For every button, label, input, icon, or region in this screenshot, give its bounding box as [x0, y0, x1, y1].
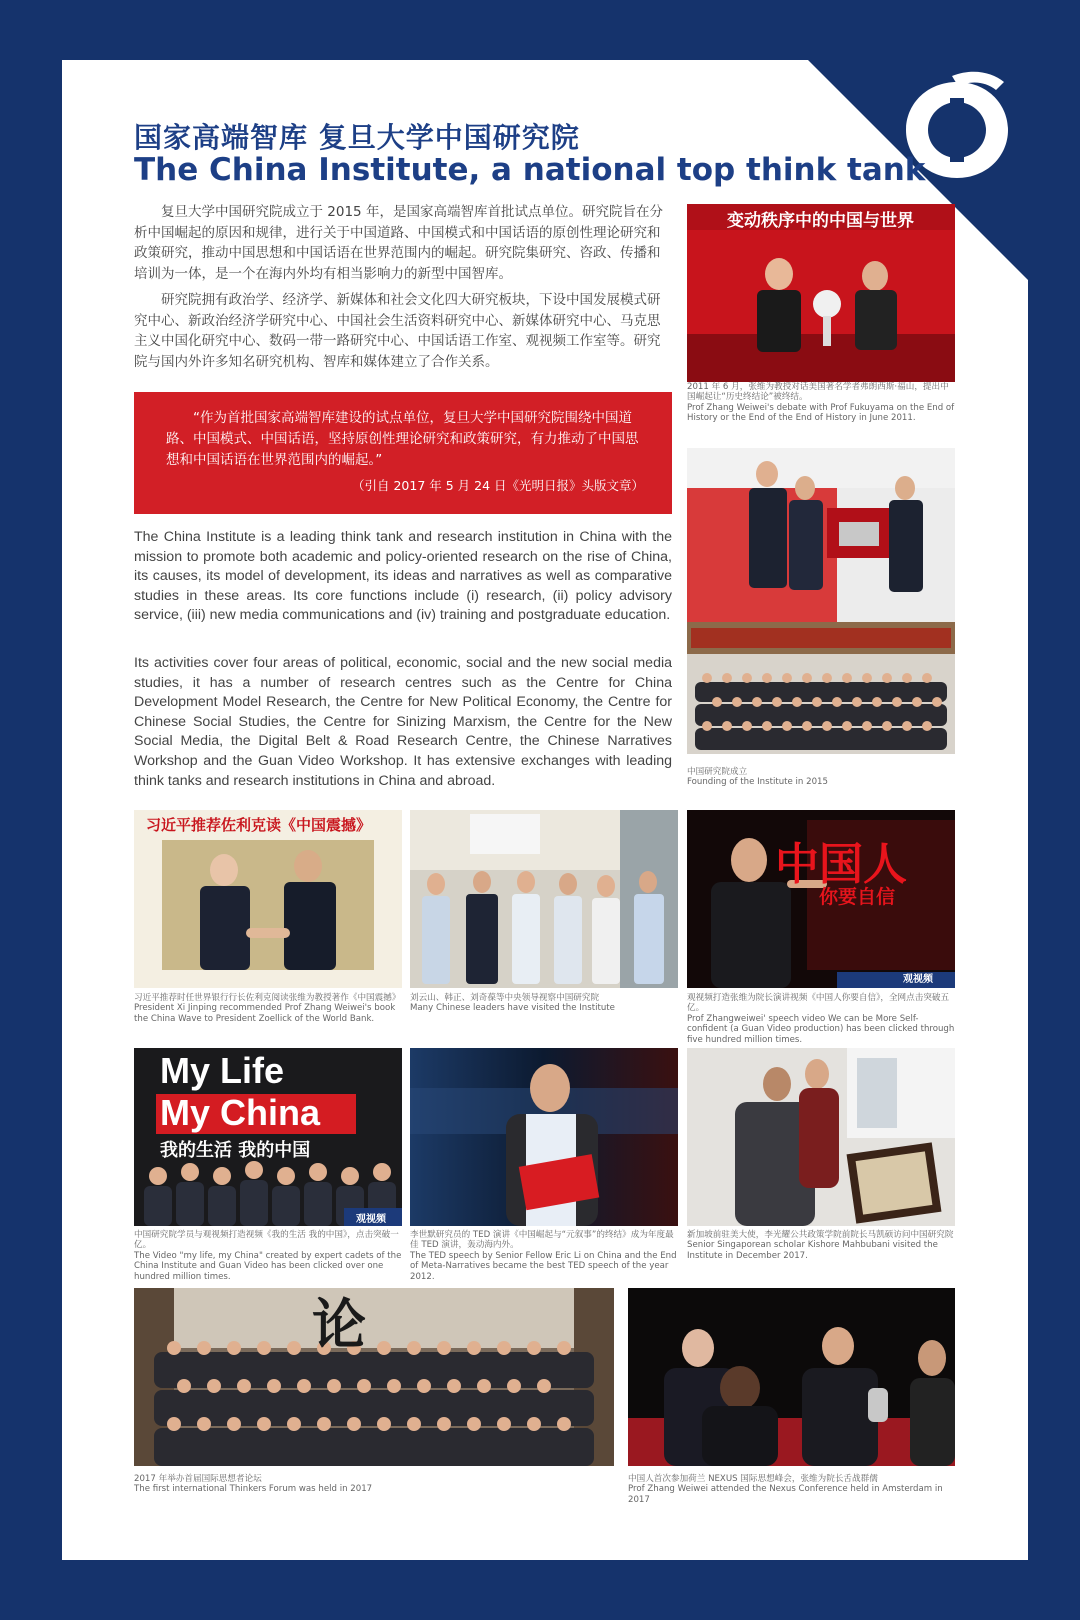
photo-self-confident-video	[687, 810, 955, 988]
forum-calligraphy-text: 论	[312, 1292, 366, 1356]
caption-founding: 中国研究院成立 Founding of the Institute in 2015	[687, 767, 828, 788]
caption-fukuyama-debate: 2011 年 6 月，张维为教授对话美国著名学者弗朗西斯·福山，提出中国崛起让“历史终结论”被终结。 Prof Zhang Weiwei's debate with Prof Fukuyama on the End of History or the End of the End of History in June 2011.	[687, 382, 955, 424]
guan-logo-text-1: 观视频	[903, 974, 933, 985]
debate-banner-text: 变动秩序中的中国与世界	[727, 211, 914, 231]
page-title-en: The China Institute, a national top think tank	[134, 152, 926, 188]
photo-leaders-visit	[410, 810, 678, 988]
caption-xi-zoellick: 习近平推荐时任世界银行行长佐利克阅读张维为教授著作《中国震撼》 President Xi Jinping recommended Prof Zhang Weiwei's book the China Wave to President Zoellick of the World Bank.	[134, 993, 401, 1024]
my-life-text: My Life	[160, 1050, 285, 1091]
caption-my-life-my-china: 中国研究院学员与观视频打造视频《我的生活 我的中国》，点击突破一亿。 The Video "my life, my China" created by expert cadets of the China Institute and Guan Video has been clicked over one hundred million times.	[134, 1230, 402, 1282]
photo-ted-speech	[410, 1048, 678, 1226]
photo-founding-group	[687, 622, 955, 754]
ziyao-text: 你要自信	[819, 886, 896, 908]
quote-box	[134, 392, 672, 514]
photo-mahbubani-visit	[687, 1048, 955, 1226]
caption-thinkers-forum: 2017 年举办首届国际思想者论坛 The first international Thinkers Forum was held in 2017	[134, 1474, 373, 1495]
xi-headline-text: 习近平推荐佐利克读《中国震撼》	[146, 816, 372, 834]
my-china-text: My China	[160, 1092, 321, 1133]
my-life-zh-text: 我的生活 我的中国	[160, 1140, 311, 1161]
intro-en-paragraph-2: Its activities cover four areas of political, economic, social and the new social media studies, it has a number of research centres such as the Centre for China Development Model Research, the Centre for New Political Economy, the Centre for Chinese Social Studies, the Centre for Sinizing Marxism, the Centre for the New Social Media, the Digital Belt & Road Research Centre, the Chinese Narratives Workshop and the Guan Video Workshop. It has extensive exchanges with leading think tanks and research institutions in China and abroad.	[134, 655, 672, 789]
zhongguoren-text: 中国人	[775, 839, 907, 890]
caption-ted-speech: 李世默研究员的 TED 演讲《中国崛起与“元叙事”的终结》成为年度最佳 TED 演讲，轰动海内外。 The TED speech by Senior Fellow Eric Li on China and the End of Meta-Narratives became the best TED speech of the year 2012.	[410, 1230, 677, 1282]
photo-my-life-my-china	[134, 1048, 402, 1226]
guan-logo-text-2: 观视频	[356, 1214, 386, 1225]
intro-zh-paragraph-1: 复旦大学中国研究院成立于 2015 年，是国家高端智库首批试点单位。研究院旨在分析中国崛起的原因和规律，进行关于中国道路、中国模式和中国话语的原创性理论研究和政策研究，推动中国思想和中国话语在世界范围内的崛起。研究院集研究、咨政、传播和培训为一体，是一个在海内外均有相当影响力的新型中国智库。	[134, 204, 663, 282]
quote-source: （引自 2017 年 5 月 24 日《光明日报》头版文章）	[351, 478, 644, 493]
photo-xi-zoellick	[134, 810, 402, 988]
photo-founding-ceremony	[687, 448, 955, 622]
intro-en-paragraph-1: The China Institute is a leading think tank and research institution in China with the mission to promote both academic and policy-oriented research on the rise of China, its causes, its model of development, its ideas and narratives as well as comparative studies in these areas. Its core functions include (i) research, (ii) policy advisory service, (iii) new media communications and (iv) training and postgraduate education.	[134, 529, 672, 624]
caption-nexus-conference: 中国人首次参加荷兰 NEXUS 国际思想峰会，张维为院长舌战群儒 Prof Zhang Weiwei attended the Nexus Conference held in Amsterdam in 2017	[628, 1474, 943, 1505]
page-title-zh: 国家高端智库 复旦大学中国研究院	[134, 121, 580, 154]
quote-text: “作为首批国家高端智库建设的试点单位，复旦大学中国研究院围绕中国道路、中国模式、中国话语，坚持原创性理论研究和政策研究，有力推动了中国思想和中国话语在世界范围内的崛起。”	[166, 410, 639, 468]
photo-thinkers-forum	[134, 1288, 614, 1466]
photo-nexus-conference	[628, 1288, 955, 1466]
caption-mahbubani-visit: 新加坡前驻美大使，李光耀公共政策学院前院长马凯硕访问中国研究院 Senior Singaporean scholar Kishore Mahbubani visited the Institute in December 2017.	[687, 1230, 954, 1261]
poster-sheet	[62, 60, 1028, 1560]
caption-self-confident-video: 观视频打造张维为院长演讲视频《中国人你要自信》，全网点击突破五亿。 Prof Zhangweiwei' speech video We can be More Self-confident (a Guan Video production) has been clicked through five hundred million times.	[687, 993, 955, 1045]
photo-fukuyama-debate	[687, 204, 955, 382]
caption-leaders-visit: 刘云山、韩正、刘奇葆等中央领导视察中国研究院 Many Chinese leaders have visited the Institute	[410, 993, 615, 1014]
intro-zh-paragraph-2: 研究院拥有政治学、经济学、新媒体和社会文化四大研究板块，下设中国发展模式研究中心、新政治经济学研究中心、中国社会生活资料研究中心、新媒体研究中心、马克思主义中国化研究中心、数码一带一路研究中心、中国话语工作室、观视频工作室等。研究院与国内外许多知名研究机构、智库和媒体建立了合作关系。	[134, 292, 661, 370]
